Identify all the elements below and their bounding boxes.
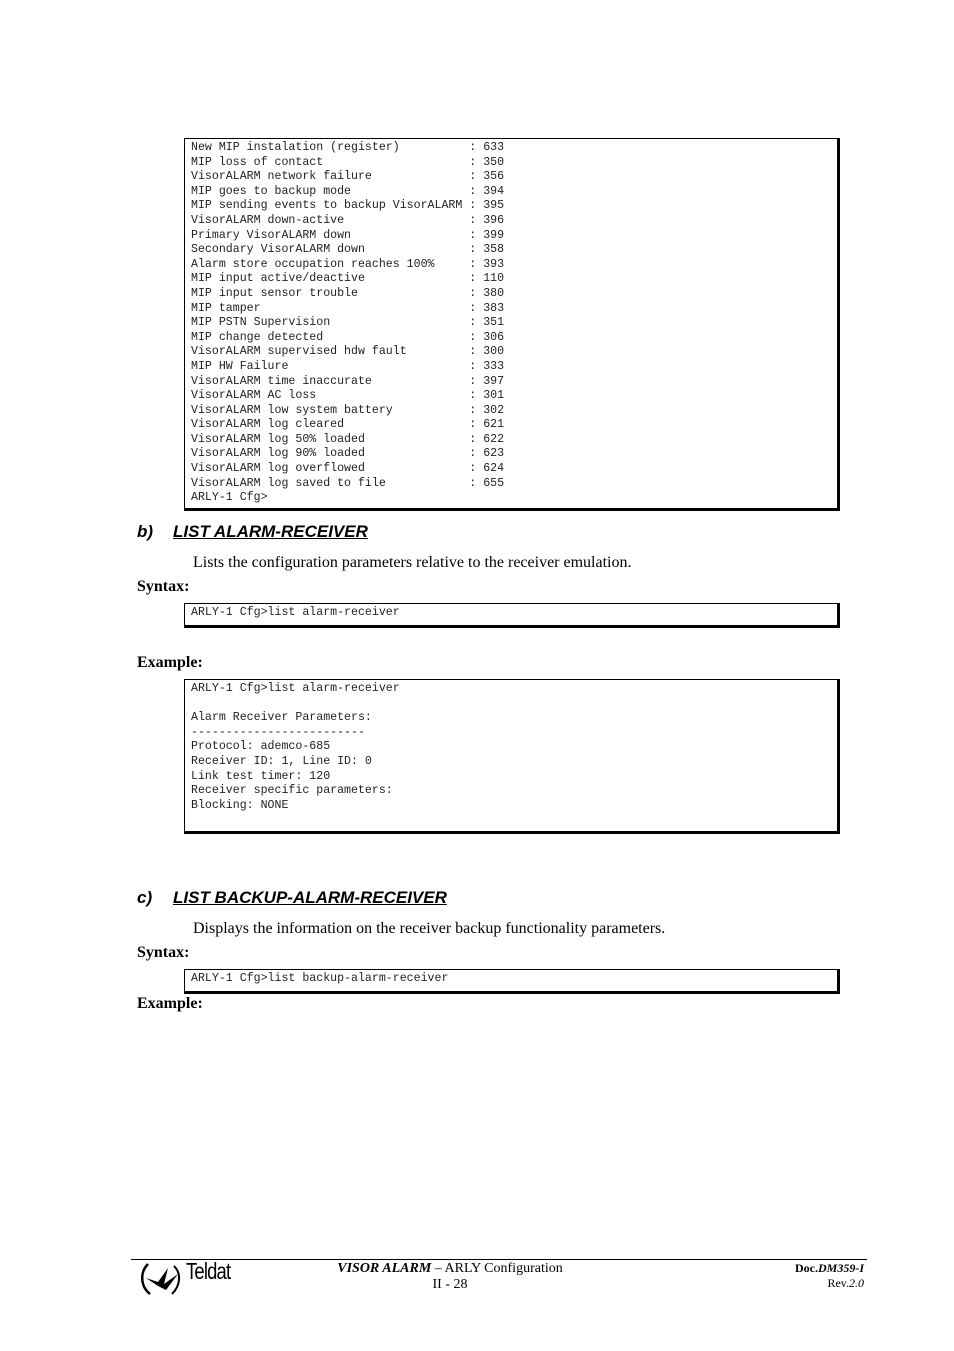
section-c-title: LIST BACKUP-ALARM-RECEIVER bbox=[173, 888, 447, 907]
footer-product: VISOR ALARM bbox=[337, 1261, 432, 1276]
footer-right bbox=[795, 1261, 864, 1291]
section-b-letter: b) bbox=[137, 522, 154, 541]
event-codes-text: New MIP instalation (register) : 633 MIP loss of contact : 350 VisorALARM network failure : 356 MIP goes to backup mode : 394 MIP sending events to backup VisorALARM : 395 VisorALARM down-active : 396 Primary VisorALARM down : 399 Secondary VisorALARM down : 358 Alarm store occupation reaches 100% : 393 MIP input active/deactive : 110 MIP input sensor trouble : 380 MIP tamper : 383 MIP PSTN Supervision : 351 MIP change detected : 306 VisorALARM supervised hdw fault : 300 MIP HW Failure : 333 VisorALARM time inaccurate : 397 VisorALARM AC loss : 301 VisorALARM low system battery : 302 VisorALARM log cleared : 621 VisorALARM log 50% loaded : 622 VisorALARM log 90% loaded : 623 VisorALARM log overflowed : 624 VisorALARM log saved to file : 655 ARLY-1 Cfg> bbox=[191, 141, 505, 505]
section-b-example-block bbox=[184, 679, 840, 834]
section-c-syntax-code: ARLY-1 Cfg>list backup-alarm-receiver bbox=[191, 972, 449, 985]
footer-doc-prefix: Doc. bbox=[794, 1261, 818, 1275]
footer-divider bbox=[131, 1259, 867, 1260]
section-c-syntax-block bbox=[184, 969, 840, 994]
section-c-example-label: Example: bbox=[137, 995, 203, 1012]
section-b-syntax-block bbox=[184, 603, 840, 628]
section-b-description: Lists the configuration parameters relative to the receiver emulation. bbox=[193, 554, 632, 571]
event-codes-block bbox=[184, 138, 840, 511]
section-b-heading bbox=[137, 522, 368, 542]
section-c-description: Displays the information on the receiver backup functionality parameters. bbox=[193, 920, 666, 937]
footer-subtitle: – ARLY Configuration bbox=[431, 1261, 563, 1276]
section-b-syntax-code: ARLY-1 Cfg>list alarm-receiver bbox=[191, 606, 400, 619]
footer-page-number: II - 28 bbox=[432, 1277, 468, 1292]
section-b-example-code: ARLY-1 Cfg>list alarm-receiver Alarm Receiver Parameters: ------------------------- Protocol: ademco-685 Receiver ID: 1, Line ID: 0 Link test timer: 120 Receiver specific parameters: Blocking: NONE bbox=[191, 682, 400, 812]
section-c-heading bbox=[137, 888, 447, 908]
section-b-syntax-label: Syntax: bbox=[137, 578, 190, 595]
section-c-letter: c) bbox=[137, 888, 153, 907]
footer-rev: 2.0 bbox=[849, 1276, 864, 1290]
footer-center bbox=[300, 1261, 600, 1293]
section-b-title: LIST ALARM-RECEIVER bbox=[173, 522, 368, 541]
footer-rev-prefix: Rev. bbox=[827, 1276, 849, 1290]
teldat-logo-text: Teldat bbox=[186, 1258, 231, 1284]
footer-doc-id: DM359-I bbox=[817, 1261, 864, 1275]
section-b-example-label: Example: bbox=[137, 654, 203, 671]
section-c-syntax-label: Syntax: bbox=[137, 944, 190, 961]
